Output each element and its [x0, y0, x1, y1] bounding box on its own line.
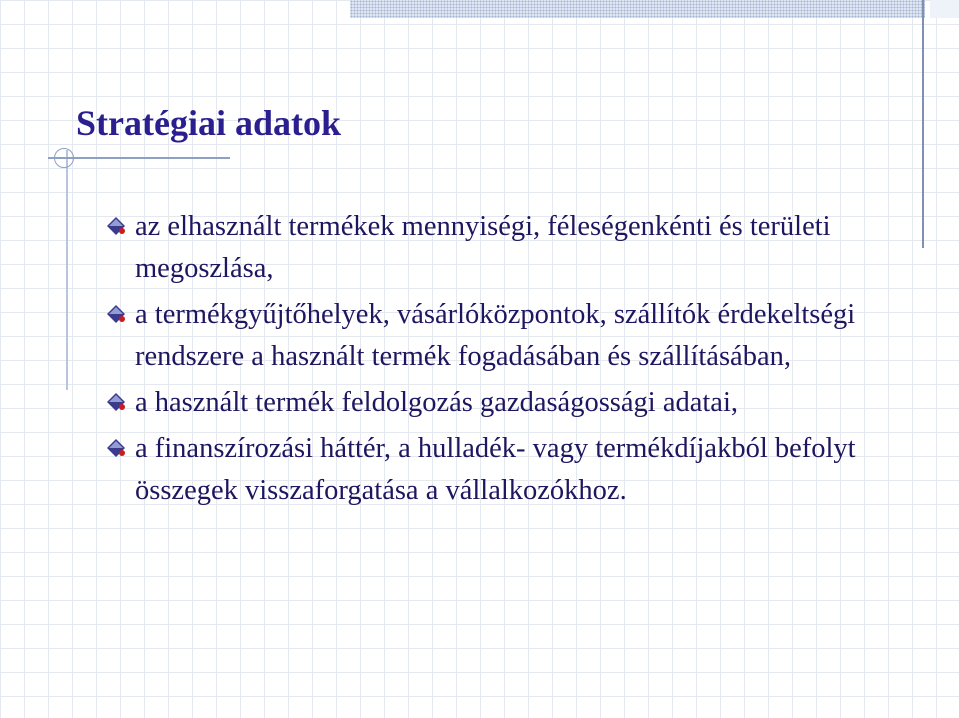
right-vertical-rule [922, 0, 924, 248]
diamond-bullet-icon [106, 438, 126, 458]
left-vertical-rule [66, 150, 68, 390]
bullet-item [104, 382, 904, 424]
bullet-text: a finanszírozási háttér, a hulladék- vagy termékdíjakból befolyt összegek visszaforgatása a vállalkozókhoz. [135, 433, 856, 506]
bullet-text: a használt termék feldolgozás gazdaságossági adatai, [135, 387, 738, 418]
diamond-bullet-icon [106, 304, 126, 324]
bullet-item [104, 294, 904, 378]
top-decorative-band-end [930, 0, 959, 18]
diamond-bullet-icon [106, 216, 126, 236]
diamond-bullet-icon [106, 392, 126, 412]
bullet-item [104, 428, 904, 512]
bullet-text: a termékgyűjtőhelyek, vásárlóközpontok, szállítók érdekeltségi rendszere a használt termék fogadásában és szállításában, [135, 299, 856, 372]
bullet-text: az elhasznált termékek mennyiségi, féleségenkénti és területi megoszlása, [135, 211, 831, 284]
circle-crosshair-icon [54, 148, 74, 168]
top-decorative-band [350, 0, 925, 18]
bullet-list [104, 206, 904, 516]
title-underline-rule [48, 157, 230, 159]
bullet-item [104, 206, 904, 290]
slide-title: Stratégiai adatok [76, 103, 341, 143]
